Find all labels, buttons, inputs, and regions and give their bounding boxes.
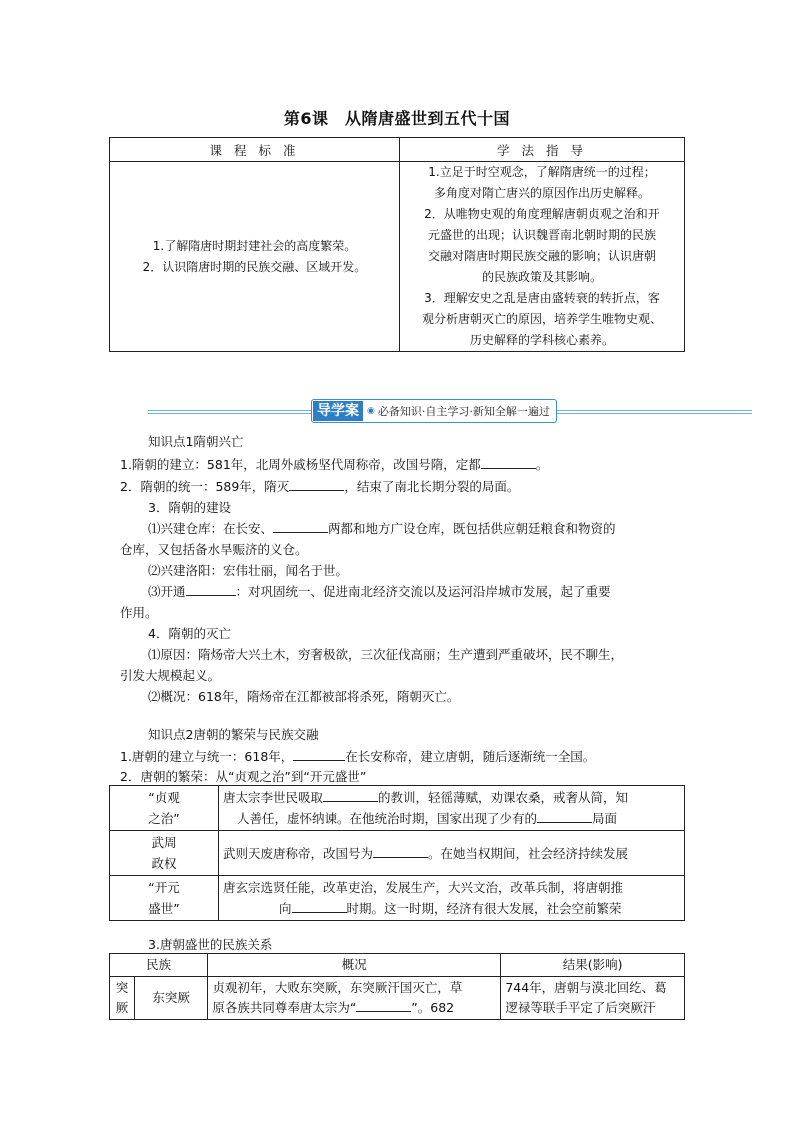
kp1-line: ⑴原因：隋炀帝大兴土木，穷奢极欲，三次征伐高丽；生产遭到严重破坏，民不聊生，: [148, 647, 624, 662]
ethnic-overview: 贞观初年，大败东突厥，东突厥汗国灭亡，草 原各族共同尊奉唐太宗为“ ”。682: [208, 977, 501, 1020]
fill-blank[interactable]: [537, 811, 592, 823]
fill-blank[interactable]: [356, 1000, 411, 1012]
kp1-line: 4．隋朝的灭亡: [148, 626, 231, 641]
kp1-line: ⑵兴建洛阳：宏伟壮丽，闻名于世。: [148, 563, 349, 578]
table-row: [110, 977, 685, 1020]
standard-cell: [110, 162, 400, 352]
fill-blank[interactable]: [186, 584, 236, 596]
fill-blank[interactable]: [289, 479, 344, 491]
kp1-heading: 知识点1隋朝兴亡: [148, 434, 244, 449]
curriculum-table: [109, 137, 685, 352]
fill-blank[interactable]: [293, 749, 345, 761]
guidance-line: 交融对隋唐时期民族交融的影响；认识唐朝: [427, 249, 656, 263]
ethnic-group: 突厥: [110, 977, 135, 1020]
kp1-line: 仓库，又包括备水旱赈济的义仓。: [120, 542, 308, 557]
kp1-line: 引发大规模起义。: [120, 668, 221, 683]
guidance-cell: [400, 162, 685, 352]
kp1-line: 2．隋朝的统一：589年，隋灭 ，结束了南北长期分裂的局面。: [120, 479, 520, 494]
fill-blank[interactable]: [292, 901, 347, 913]
col-header-overview: 概况: [208, 954, 501, 977]
table-row: [110, 786, 685, 831]
table-row: [110, 876, 685, 921]
kp1-line: ⑵概况：618年，隋炀帝在江都被部将杀死，隋朝灭亡。: [148, 689, 460, 704]
guidance-line: 观分析唐朝灭亡的原因，培养学生唯物史观、: [421, 312, 662, 326]
guidance-line: 的民族政策及其影响。: [481, 270, 602, 284]
row-content: 唐太宗李世民吸取 的教训，轻徭薄赋，劝课农桑，戒奢从简，知 人善任，虚怀纳谏。在他统治时期，国家出现了少有的 局面: [219, 786, 685, 831]
kp2-line: 1.唐朝的建立与统一：618年， 在长安称帝，建立唐朝，随后逐渐统一全国。: [120, 749, 596, 764]
header-standard: 课 程 标 准: [110, 138, 400, 162]
kp2-heading: 知识点2唐朝的繁荣与民族交融: [148, 727, 319, 742]
ethnic-name: 东突厥: [135, 977, 208, 1020]
banner-label: [311, 399, 557, 423]
row-header: “开元 盛世”: [110, 876, 219, 921]
lesson-title: 第6课 从隋唐盛世到五代十国: [283, 109, 511, 128]
kp1-line: 作用。: [120, 605, 158, 620]
kp2-line: 3.唐朝盛世的民族关系: [148, 937, 273, 952]
fill-blank[interactable]: [481, 457, 536, 469]
col-header-ethnic: 民族: [110, 954, 208, 977]
fill-blank[interactable]: [273, 521, 328, 533]
guidance-line: 3．理解安史之乱是唐由盛转衰的转折点，客: [424, 291, 660, 305]
kp1-line: ⑴兴建仓库：在长安、 两都和地方广设仓库，既包括供应朝廷粮食和物资的: [148, 521, 616, 536]
row-content: 武则天废唐称帝，改国号为 。在她当权期间，社会经济持续发展: [219, 831, 685, 876]
fill-blank[interactable]: [373, 846, 428, 858]
guidance-line: 元盛世的出现；认识魏晋南北朝时期的民族: [427, 228, 656, 242]
row-content: 唐玄宗选贤任能，改革吏治，发展生产，大兴文治，改革兵制，将唐朝推 向 时期。这一时期，经济有很大发展，社会空前繁荣: [219, 876, 685, 921]
kp2-line: 2．唐朝的繁荣：从“贞观之治”到“开元盛世”: [120, 769, 367, 784]
ethnic-relations-table: [109, 953, 685, 1020]
standard-2: 2．认识隋唐时期的民族交融、区域开发。: [142, 259, 367, 274]
fill-blank[interactable]: [323, 790, 378, 802]
table-header-row: [110, 954, 685, 977]
row-header: 武周 政权: [110, 831, 219, 876]
standard-1: 1.了解隋唐时期封建社会的高度繁荣。: [152, 238, 357, 253]
guidance-line: 2．从唯物史观的角度理解唐朝贞观之治和开: [424, 207, 660, 221]
col-header-result: 结果(影响): [501, 954, 685, 977]
guidance-line: 1.立足于时空观念，了解隋唐统一的过程；: [428, 165, 656, 179]
section-banner: [148, 397, 752, 425]
row-header: “贞观 之治”: [110, 786, 219, 831]
header-guidance: 学 法 指 导: [400, 138, 685, 162]
banner-text: 必备知识·自主学习·新知全解一遍过: [377, 405, 550, 418]
table-row: [110, 831, 685, 876]
ethnic-result: 744年，唐朝与漠北回纥、葛 逻禄等联手平定了后突厥汗: [501, 977, 685, 1020]
kp1-line: ⑶开通 ：对巩固统一、促进南北经济交流以及运河沿岸城市发展，起了重要: [148, 584, 611, 599]
guidance-line: 多角度对隋亡唐兴的原因作出历史解释。: [433, 186, 650, 200]
kp1-line: 3．隋朝的建设: [148, 500, 231, 515]
guidance-line: 历史解释的学科核心素养。: [469, 333, 614, 347]
bullet-icon: ◉: [367, 406, 375, 416]
kp1-line: 1.隋朝的建立：581年，北周外戚杨坚代周称帝，改国号隋，定都 。: [120, 457, 549, 472]
prosperity-table: [109, 785, 685, 921]
banner-tag: 导学案: [313, 401, 363, 421]
